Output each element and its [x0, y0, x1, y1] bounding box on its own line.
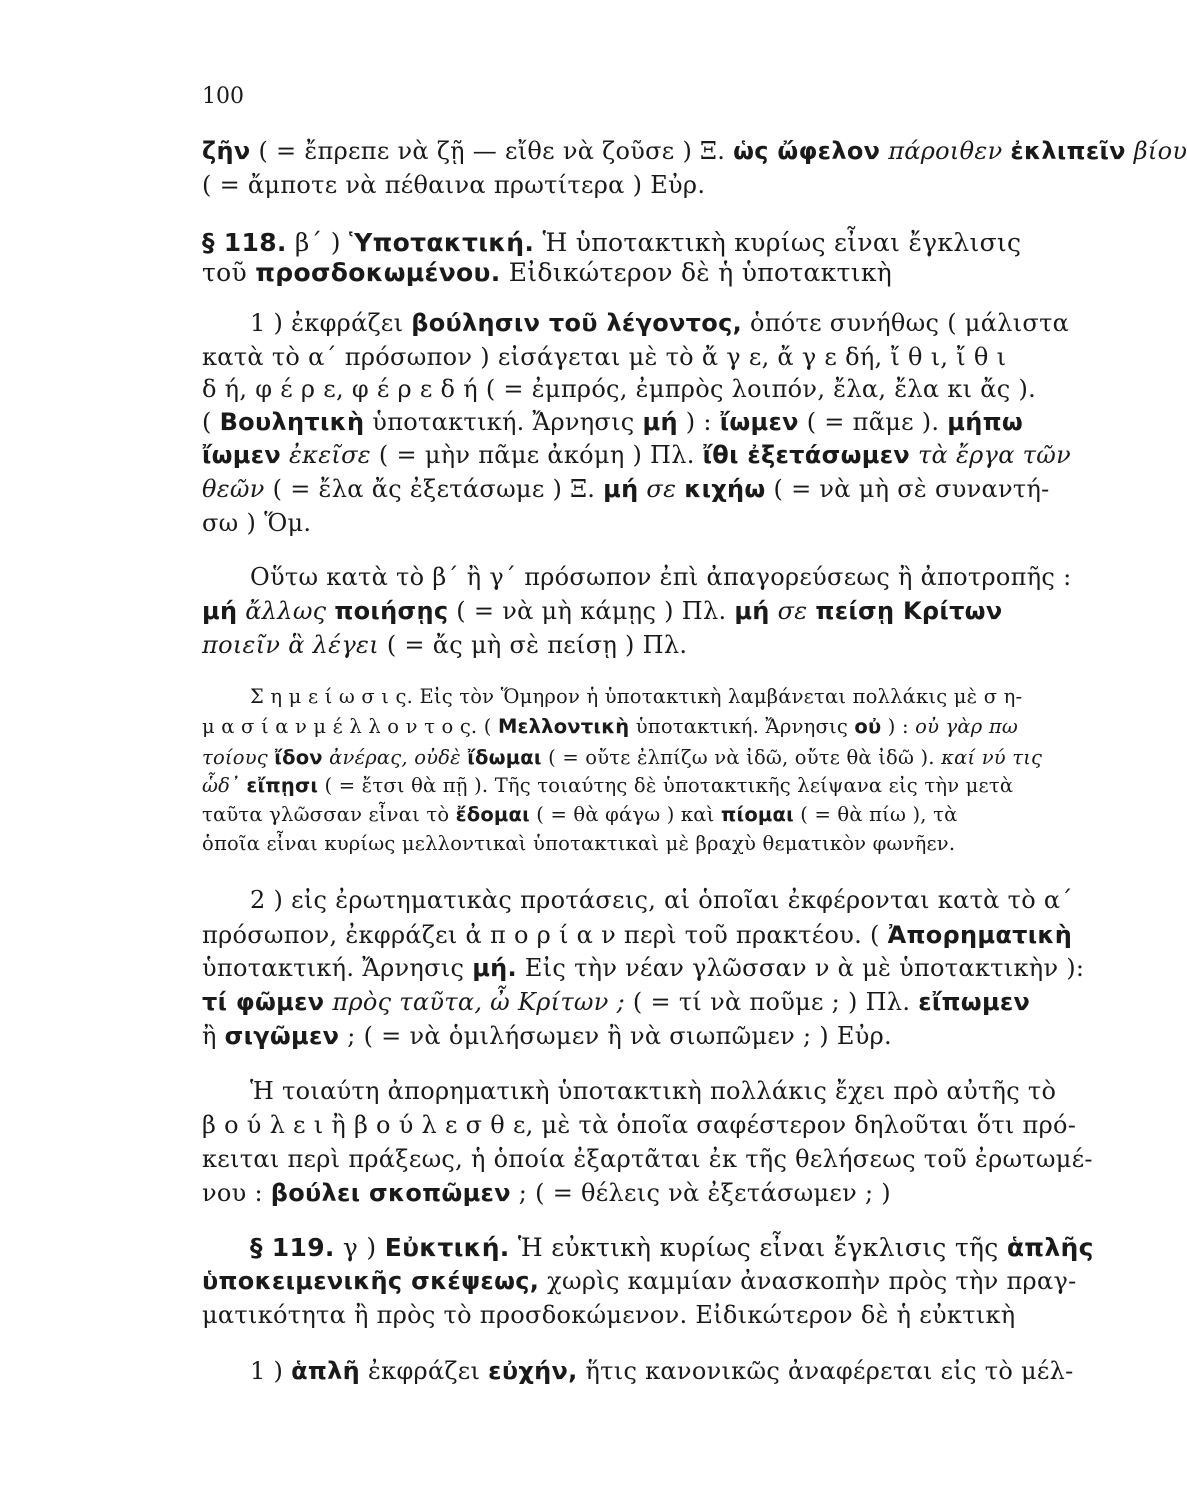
text-span: 2 ) εἰς ἐρωτηματικὰς προτάσεις, αἱ ὁποῖαι ἐκφέρονται κατὰ τὸ α΄ [250, 886, 1073, 914]
bold-term: μή [202, 597, 238, 625]
note-line [202, 831, 1130, 857]
text-span: β ο ύ λ ε ι ἢ β ο ύ λ ε σ θ ε, μὲ τὰ ὁποῖα σαφέστερον δηλοῦται ὅτι πρό- [202, 1111, 1077, 1139]
text-span: ἐκφράζει [360, 1357, 489, 1385]
italic-quote: ἄλλως [237, 597, 335, 625]
italic-quote: καί νύ τις [941, 746, 1043, 769]
text-span: 1 ) ἐκφράζει [250, 309, 412, 337]
bold-term: § 119. [250, 1233, 335, 1262]
bold-term: πείσῃ Κρίτων [815, 597, 1003, 625]
text-span: ταῦτα γλῶσσαν εἶναι τὸ [202, 803, 456, 826]
text-span: χωρὶς καμμίαν ἀνασκοπὴν πρὸς τὴν πραγ- [539, 1267, 1077, 1295]
italic-quote: σε [638, 475, 685, 503]
bold-term: ὑποκειμενικῆς σκέψεως, [202, 1267, 540, 1295]
bold-term: μή [734, 597, 770, 625]
italic-quote: ἐκεῖσε [281, 441, 371, 469]
italic-quote: ἀνέρας, οὐδὲ [322, 746, 468, 769]
bold-term: ἴδον [274, 746, 323, 769]
text-span: ( = νὰ μὴ σὲ συναντή- [765, 475, 1050, 503]
bold-term: εὐχήν, [488, 1357, 578, 1385]
bold-term: πίομαι [720, 803, 794, 826]
bold-term: ἴωμεν [202, 441, 282, 469]
bold-term: § 118. [202, 228, 287, 257]
text-span: ( = ἔπρεπε νὰ ζῇ — εἴθε νὰ ζοῦσε ) Ξ. [250, 137, 734, 165]
section-119-heading [250, 1233, 1130, 1263]
text-span: ( = πᾶμε ). [798, 408, 948, 436]
text-span: ( = ἔλα ἄς ἐξετάσωμε ) Ξ. [264, 475, 604, 503]
text-span: ( = οὔτε ἐλπίζω νὰ ἰδῶ, οὔτε θὰ ἰδῶ ). [541, 746, 942, 769]
text-span: ) : [881, 715, 916, 738]
text-span: ὑποτακτική. Ἄρνησις [202, 954, 473, 982]
italic-quote: ὧδ᾽ [202, 774, 247, 797]
bold-term: ἁπλῆ [291, 1357, 361, 1385]
italic-quote: πάροιθεν [880, 137, 1011, 165]
text-span: ( = θὰ φάγω ) καὶ [529, 803, 721, 826]
bold-term: εἴπῃσι [246, 774, 319, 797]
text-span: ( = ἔτσι θὰ πῇ ). Τῆς τοιαύτης δὲ ὑποτακτικῆς λείψανα εἰς τὴν μετὰ [318, 774, 1014, 797]
bold-term: τί φῶμεν [202, 988, 325, 1016]
text-span: Εἰς τὴν νέαν γλῶσσαν ν ὰ μὲ ὑποτακτικὴν ): [516, 954, 1085, 982]
note-line [202, 714, 1130, 740]
text-span: ματικότητα ἢ πρὸς τὸ προσδοκώμενον. Εἰδικώτερον δὲ ἡ εὐκτικὴ [202, 1301, 1016, 1329]
bold-term: Ἀπορηματικὴ [887, 921, 1073, 949]
text-line [202, 1266, 1130, 1296]
text-span: ( = ἄς μὴ σὲ πείσῃ ) Πλ. [378, 631, 688, 659]
bold-term: μή [642, 408, 678, 436]
text-line [202, 374, 1130, 404]
text-span: ὑποτακτική. Ἄρνησις [629, 715, 855, 738]
text-span: ἢ [202, 1022, 225, 1050]
bold-term: οὐ [854, 715, 882, 738]
text-span: ( = θὰ πίω ), τὰ [793, 803, 958, 826]
text-span: β΄ ) [286, 228, 350, 257]
bold-term: ἔδομαι [455, 803, 530, 826]
italic-quote: ποιεῖν ἃ λέγει [202, 631, 379, 659]
text-span: Ἡ ὑποτακτικὴ κυρίως εἶναι ἔγκλισις [534, 228, 1022, 257]
italic-quote: σε [769, 597, 816, 625]
text-line [202, 596, 1130, 626]
bold-term: κιχήω [684, 475, 766, 503]
text-line [202, 1178, 1130, 1208]
bold-term: βούλησιν τοῦ λέγοντος, [411, 309, 743, 337]
text-span: ( = μὴν πᾶμε ἀκόμη ) Πλ. [370, 441, 703, 469]
text-line [202, 1021, 1130, 1051]
page-number: 100 [202, 84, 244, 109]
text-line [250, 562, 1130, 592]
text-line [250, 885, 1130, 915]
italic-quote: πρὸς ταῦτα, ὦ Κρίτων ; [324, 988, 625, 1016]
text-span: ὑποτακτική. Ἄρνησις [364, 408, 643, 436]
text-span: πρόσωπον, ἐκφράζει ἀ π ο ρ ί α ν περὶ τοῦ πρακτέου. ( [202, 921, 888, 949]
text-span: νου : [202, 1179, 271, 1207]
text-line [250, 1076, 1130, 1106]
text-line [202, 1300, 1130, 1330]
bold-term: Βουλητικὴ [219, 408, 365, 436]
bold-term: μή [603, 475, 639, 503]
italic-quote: οὐ γὰρ πω [915, 715, 1018, 738]
bold-term: ζῆν [202, 137, 251, 165]
bold-term: ἐκλιπεῖν [1010, 137, 1126, 165]
text-line [202, 920, 1130, 950]
text-span: κειται περὶ πράξεως, ἡ ὁποία ἐξαρτᾶται ἐκ τῆς θελήσεως τοῦ ἐρωτωμέ- [202, 1145, 1093, 1173]
text-span: ( = ἄμποτε νὰ πέθαινα πρωτίτερα ) Εὐρ. [202, 171, 706, 199]
text-span: ; ( = νὰ ὁμιλήσωμεν ἢ νὰ σιωπῶμεν ; ) Εὐρ. [339, 1022, 892, 1050]
note-line [250, 684, 1130, 710]
text-line [202, 987, 1130, 1017]
bold-term: μήπω [947, 408, 1024, 436]
italic-quote: τοίους [202, 746, 275, 769]
italic-quote: βίου [1125, 137, 1187, 165]
text-line [202, 1110, 1130, 1140]
bold-term: Μελλοντικὴ [497, 715, 630, 738]
text-span: δ ή, φ έ ρ ε, φ έ ρ ε δ ή ( = ἐμπρός, ἐμπρὸς λοιπόν, ἔλα, ἔλα κι ἄς ). [202, 375, 1037, 403]
text-span: Οὕτω κατὰ τὸ β΄ ἢ γ΄ πρόσωπον ἐπὶ ἀπαγορεύσεως ἢ ἀποτροπῆς : [250, 563, 1072, 591]
text-span: κατὰ τὸ α΄ πρόσωπον ) εἰσάγεται μὲ τὸ ἄ γ ε, ἄ γ ε δή, ἴ θ ι, ἴ θ ι [202, 343, 1007, 371]
text-span: ) : [677, 408, 720, 436]
text-span: μ α σ ί α ν μ έ λ λ ο ν τ ο ς. ( [202, 715, 498, 738]
note-line [202, 802, 1130, 828]
bold-term: ποιήσῃς [334, 597, 449, 625]
text-span: ; ( = θέλεις νὰ ἐξετάσωμεν ; ) [510, 1179, 891, 1207]
bold-term: ἴθι ἐξετάσωμεν [702, 441, 911, 469]
text-span: ( = τί νὰ ποῦμε ; ) Πλ. [625, 988, 919, 1016]
text-span: τοῦ [202, 258, 256, 287]
italic-quote: τὰ ἔργα τῶν [910, 441, 1071, 469]
text-line [250, 308, 1130, 338]
note-line [202, 773, 1130, 799]
bold-term: Εὐκτική. [384, 1233, 510, 1262]
text-span: γ ) [334, 1233, 385, 1262]
text-span: ὁποῖα εἶναι κυρίως μελλοντικαὶ ὑποτακτικαὶ μὲ βραχὺ θεματικὸν φωνῆεν. [202, 832, 956, 855]
text-span: Ἡ τοιαύτη ἀπορηματικὴ ὑποτακτικὴ πολλάκις ἔχει πρὸ αὐτῆς τὸ [250, 1077, 1057, 1105]
bold-term: Ὑποτακτική. [349, 228, 535, 257]
bold-term: βούλει σκοπῶμεν [270, 1179, 511, 1207]
section-118-heading [202, 228, 1130, 258]
bold-term: ἴωμεν [719, 408, 799, 436]
text-line [202, 1144, 1130, 1174]
text-span: Εἰδικώτερον δὲ ἡ ὑποτακτικὴ [500, 258, 893, 287]
text-line [202, 474, 1130, 504]
note-line [202, 745, 1130, 771]
text-line [202, 407, 1130, 437]
text-line [202, 136, 1187, 166]
bold-term: ἁπλῆς [1006, 1233, 1094, 1262]
bold-term: ὡς ὤφελον [733, 137, 881, 165]
bold-term: ἴδωμαι [467, 746, 542, 769]
bold-term: μή. [472, 954, 517, 982]
text-line [202, 508, 1130, 538]
text-span: ὁπότε συνήθως ( μάλιστα [742, 309, 1070, 337]
text-line [202, 953, 1130, 983]
text-line [202, 170, 1130, 200]
text-span: 1 ) [250, 1357, 292, 1385]
italic-quote: θεῶν [202, 475, 265, 503]
text-line [202, 440, 1130, 470]
text-line [202, 630, 1130, 660]
text-span: Σ η μ ε ί ω σ ι ς. Εἰς τὸν Ὅμηρον ἡ ὑποτακτικὴ λαμβάνεται πολλάκις μὲ σ η- [250, 685, 1023, 708]
bold-term: προσδοκωμένου. [255, 258, 501, 287]
text-span: ἥτις κανονικῶς ἀναφέρεται εἰς τὸ μέλ- [577, 1357, 1074, 1385]
bold-term: σιγῶμεν [224, 1022, 340, 1050]
text-span: σω ) Ὅμ. [202, 509, 312, 537]
text-line [202, 258, 1130, 288]
text-span: ( = νὰ μὴ κάμῃς ) Πλ. [448, 597, 735, 625]
text-span: Ἡ εὐκτικὴ κυρίως εἶναι ἔγκλισις τῆς [509, 1233, 1007, 1262]
text-line [250, 1356, 1130, 1386]
text-span: ( [202, 408, 220, 436]
bold-term: εἴπωμεν [918, 988, 1031, 1016]
text-line [202, 342, 1130, 372]
